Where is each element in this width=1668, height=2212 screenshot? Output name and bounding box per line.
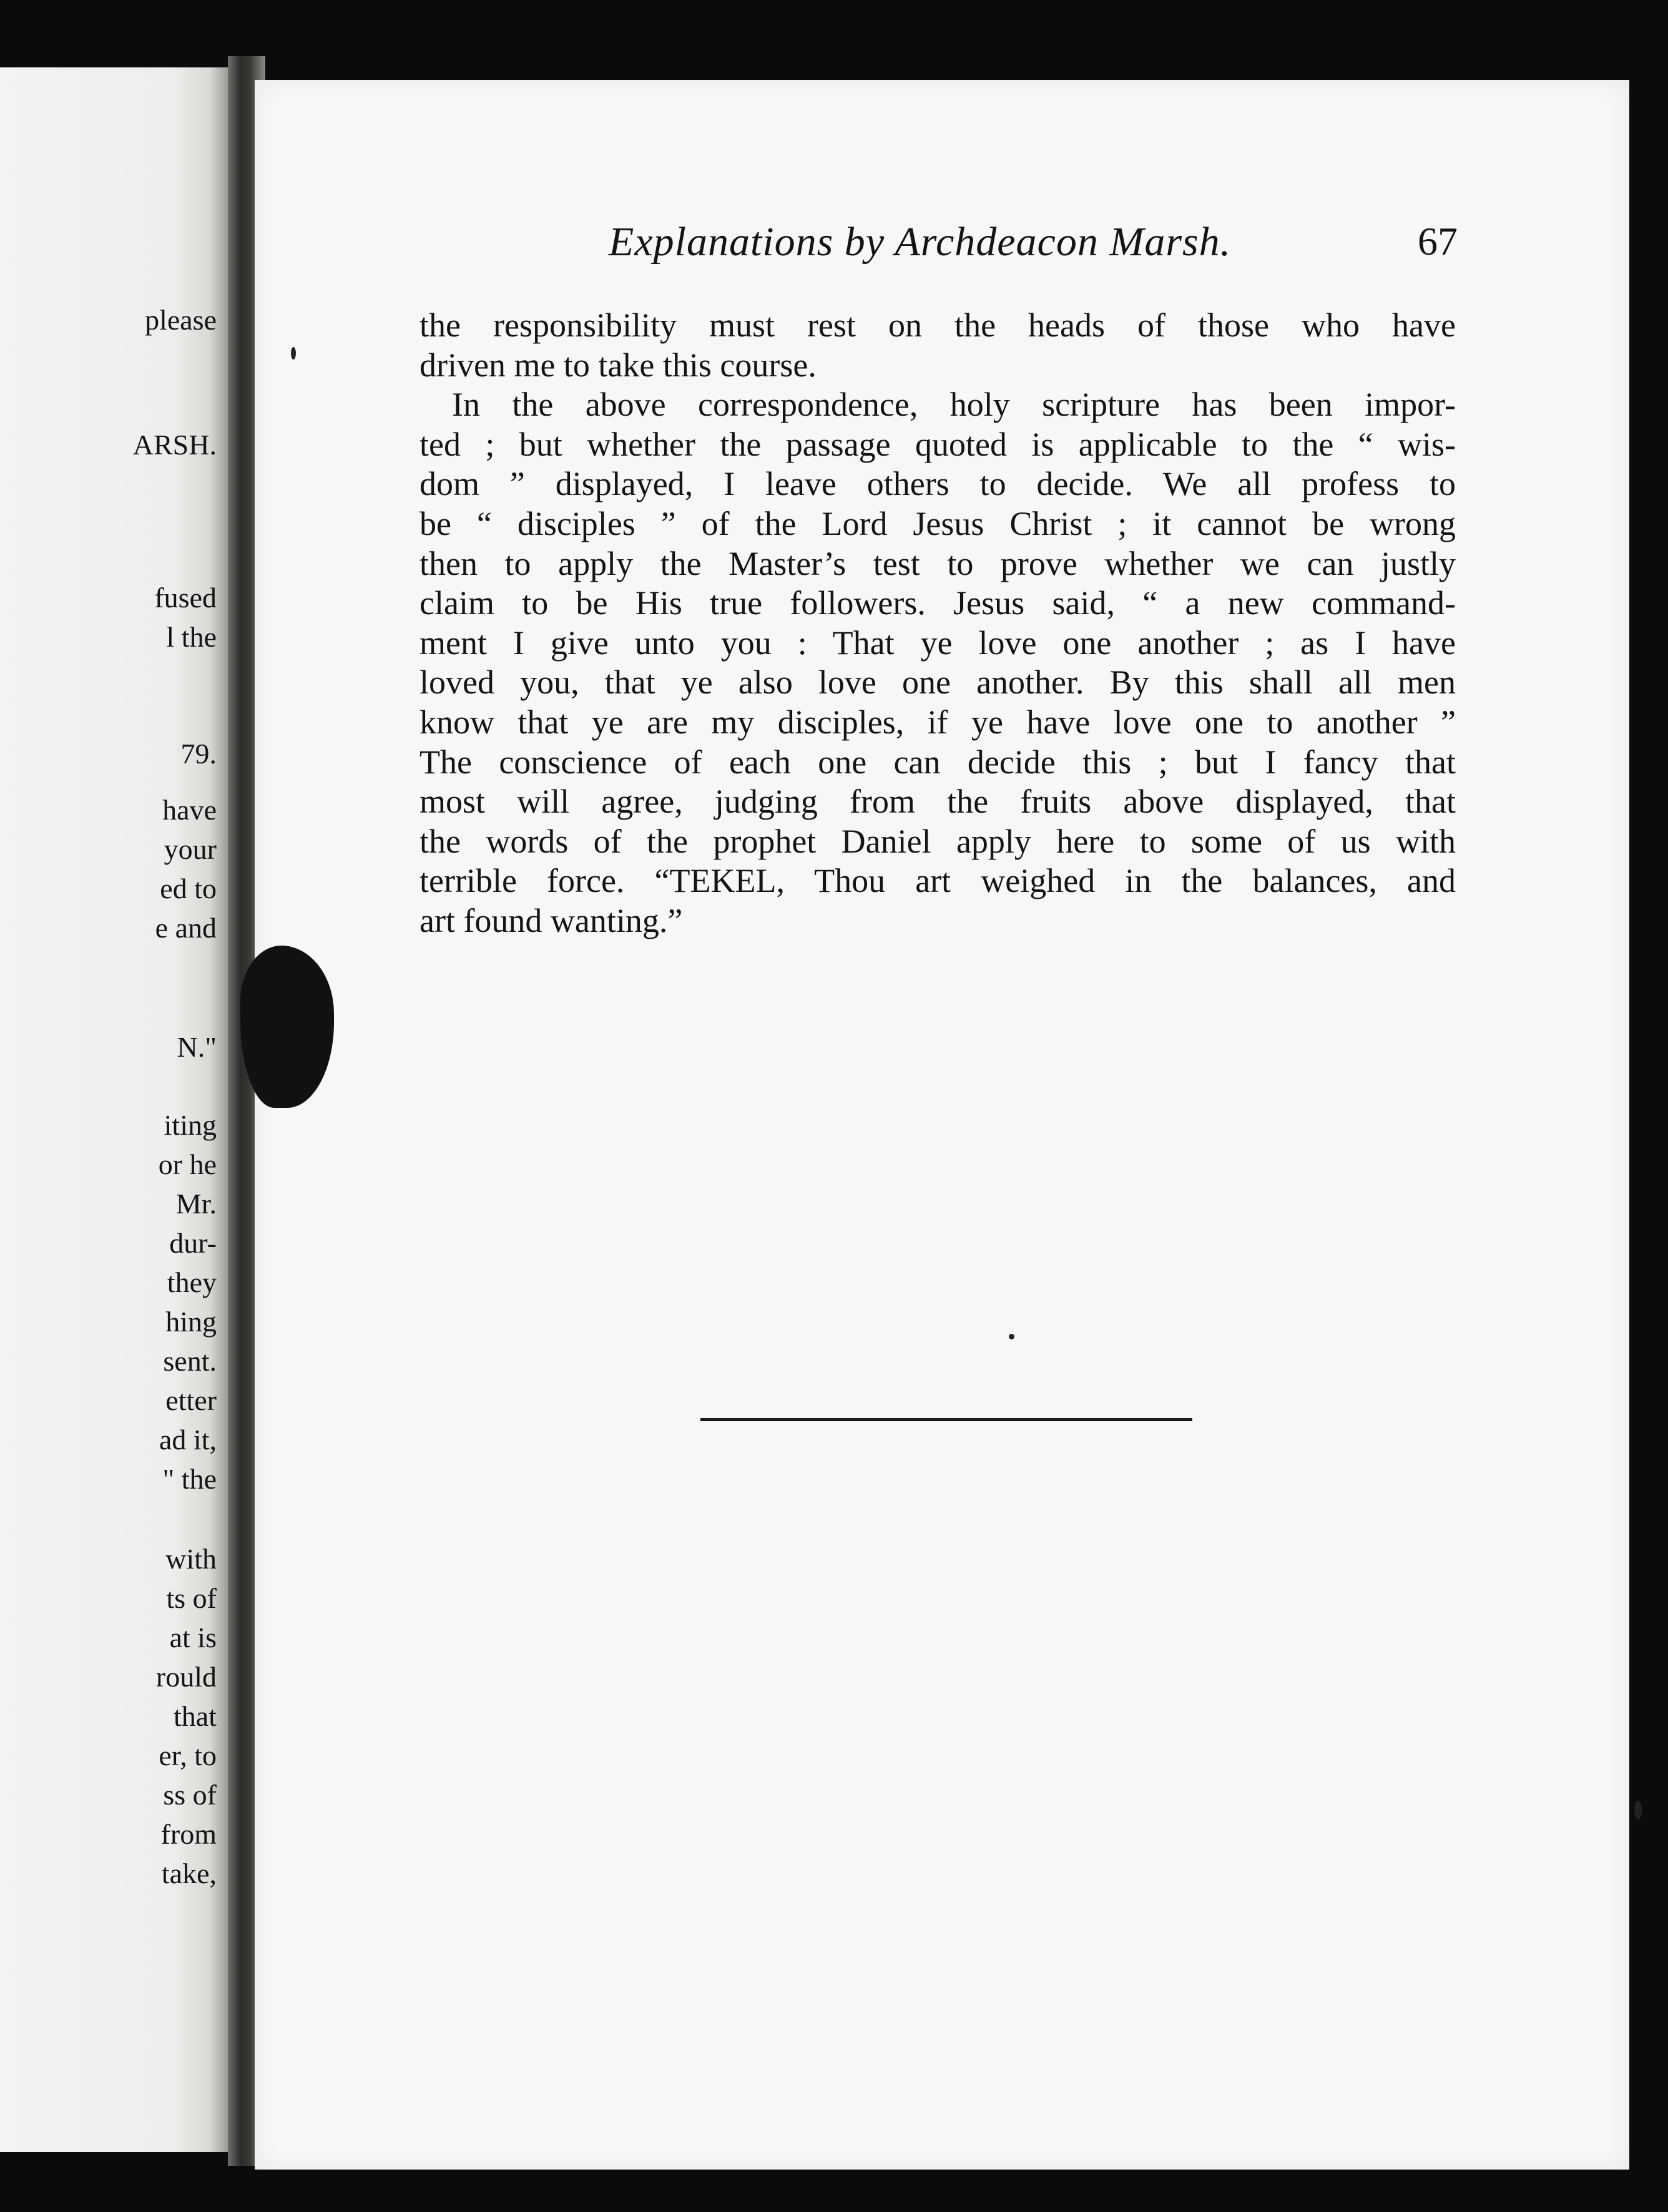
left-page-fragment: your <box>164 833 217 865</box>
body-line: In the above correspondence, holy scripture has been impor- <box>452 386 1456 424</box>
section-divider-rule <box>700 1418 1192 1421</box>
ink-speck <box>1009 1334 1014 1339</box>
left-page-fragment: etter <box>165 1384 217 1416</box>
left-page-fragment: ARSH. <box>132 429 217 461</box>
left-page-fragment: please <box>145 304 217 336</box>
left-page-fragment: dur- <box>169 1227 217 1259</box>
left-page-fragment: N." <box>177 1031 217 1063</box>
left-page-fragment: they <box>167 1266 217 1298</box>
body-line: terrible force. “TEKEL, Thou art weighed in the balances, and <box>419 862 1456 900</box>
left-page-fragment: hing <box>165 1306 217 1338</box>
body-line: ted ; but whether the passage quoted is applicable to the “ wis- <box>419 425 1456 463</box>
body-line: the words of the prophet Daniel apply here to some of us with <box>419 822 1456 860</box>
left-page-fragment: ss of <box>163 1779 217 1811</box>
running-header <box>609 218 1458 268</box>
left-page-fragment: ts of <box>166 1582 217 1614</box>
left-page-fragment: or he <box>158 1148 217 1180</box>
body-line: dom ” displayed, I leave others to decide. We all profess to <box>419 465 1456 503</box>
left-page-fragment: from <box>160 1818 217 1850</box>
body-line: loved you, that ye also love one another. By this shall all men <box>419 663 1456 702</box>
body-line: ment I give unto you : That ye love one another ; as I have <box>419 624 1456 662</box>
left-page-fragment: that <box>174 1700 217 1732</box>
left-page-fragment: ed to <box>160 873 217 904</box>
ink-speck <box>291 347 296 360</box>
body-line: then to apply the Master’s test to prove whether we can justly <box>419 544 1456 582</box>
body-line: art found wanting.” <box>419 901 683 939</box>
left-page-fragment: fused <box>154 582 217 614</box>
left-page-fragment: rould <box>155 1661 217 1693</box>
body-line: know that ye are my disciples, if ye have love one to another ” <box>419 703 1456 741</box>
body-line: be “ disciples ” of the Lord Jesus Christ ; it cannot be wrong <box>419 504 1456 542</box>
body-line: The conscience of each one can decide this ; but I fancy that <box>419 743 1456 781</box>
page-number: 67 <box>1418 219 1458 263</box>
left-page-fragment: sent. <box>163 1345 217 1377</box>
body-line: driven me to take this course. <box>419 346 817 384</box>
left-page-fragment: er, to <box>159 1740 217 1771</box>
running-title: Explanations by Archdeacon Marsh. <box>609 219 1232 265</box>
left-page <box>0 67 228 2152</box>
left-page-fragment: " the <box>162 1463 217 1495</box>
ink-speck <box>1634 1801 1642 1819</box>
left-page-fragment: iting <box>164 1109 217 1141</box>
left-page-fragment: e and <box>155 912 217 944</box>
body-line: most will agree, judging from the fruits above displayed, that <box>419 783 1456 821</box>
left-page-fragment: ad it, <box>159 1424 217 1456</box>
left-page-fragment: 79. <box>180 738 217 770</box>
body-line: claim to be His true followers. Jesus said, “ a new command- <box>419 584 1456 622</box>
left-page-fragment: at is <box>169 1622 217 1653</box>
left-page-fragment: take, <box>161 1857 217 1889</box>
left-page-fragment: have <box>162 794 217 826</box>
body-text <box>419 306 1456 941</box>
left-page-fragment: with <box>165 1543 217 1575</box>
left-page-fragment: Mr. <box>175 1188 217 1220</box>
left-page-fragment: l the <box>166 621 217 653</box>
body-line: the responsibility must rest on the heads of those who have <box>419 306 1456 344</box>
